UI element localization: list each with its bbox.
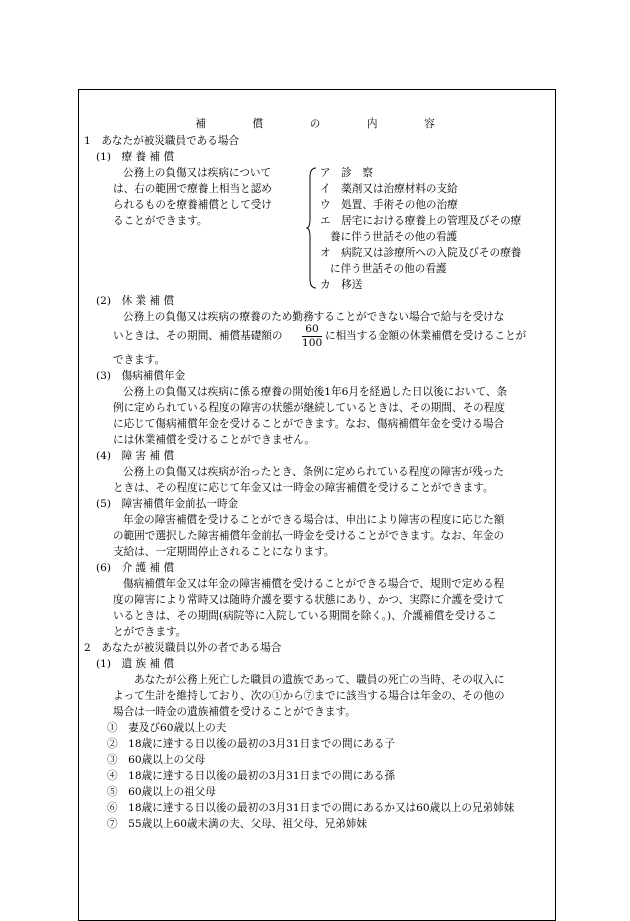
fraction-numerator: 60 [302, 323, 322, 337]
kaigo-text-line: とができます。 [113, 626, 187, 638]
ryoyo-text-line: は、右の範囲で療養上相当と認め [113, 183, 272, 195]
kyugyo-text-line: いときは、その期間、補償基礎額の [113, 330, 283, 342]
maebarai-text-line: 支給は、一定期間停止されることになります。 [113, 546, 335, 558]
ryoyo-item: ア 診 察 [320, 167, 373, 179]
curly-brace [306, 167, 318, 289]
maebarai-heading: (5) 障害補償年金前払一時金 [96, 498, 239, 510]
izoku-text-line: よって生計を維持しており、次の①から⑦までに該当する場合は年金の、その他の [113, 690, 505, 702]
izoku-text-line: あなたが公務上死亡した職員の遺族であって、職員の死亡の当時、その収入に [134, 674, 505, 686]
ryoyo-item: ウ 処置、手術その他の治療 [320, 199, 458, 211]
fraction-60-100 [302, 323, 322, 350]
ryoyo-item: オ 病院又は診療所への入院及びその療養 [320, 247, 522, 259]
izoku-list-item: ⑤ 60歳以上の祖父母 [107, 786, 216, 798]
kyugyo-text-line: できます。 [113, 354, 166, 366]
shobyo-text-line: には休業補償を受けることができません。 [113, 434, 315, 446]
ryoyo-text-line: ることができます。 [113, 215, 208, 227]
izoku-list-item: ⑥ 18歳に達する日以後の最初の3月31日までの間にあるか又は60歳以上の兄弟姉妹 [107, 802, 515, 814]
shobyo-text-line: に応じて傷病補償年金を受けることができます。なお、傷病補償年金を受ける場合 [113, 418, 505, 430]
ryoyo-text-line: 公務上の負傷又は疾病について [123, 167, 272, 179]
shogai-heading: (4) 障 害 補 償 [96, 450, 175, 462]
izoku-heading: (1) 遺 族 補 償 [96, 658, 175, 670]
ryoyo-item: エ 居宅における療養上の管理及びその療 [320, 215, 522, 227]
kaigo-heading: (6) 介 護 補 償 [96, 562, 175, 574]
ryoyo-item: 養に伴う世話その他の看護 [330, 231, 458, 243]
shogai-text-line: 公務上の負傷又は疾病が治ったとき、条例に定められている程度の障害が残った [123, 466, 504, 478]
shobyo-text-line: 例に定められている程度の障害の状態が継続しているときは、その期間、その程度 [113, 402, 505, 414]
izoku-list-item: ⑦ 55歳以上60歳未満の夫、父母、祖父母、兄弟姉妹 [107, 818, 368, 830]
shogai-text-line: ときは、その程度に応じて年金又は一時金の障害補償を受けることができます。 [113, 482, 494, 494]
kyugyo-text-line: 公務上の負傷又は疾病の療養のため勤務することができない場合で給与を受けな [123, 311, 505, 323]
izoku-list-item: ④ 18歳に達する日以後の最初の3月31日までの間にある孫 [107, 770, 395, 782]
kyugyo-text-line: に相当する金額の休業補償を受けることが [325, 330, 527, 342]
section-2-heading: 2 あなたが被災職員以外の者である場合 [84, 642, 282, 654]
ryoyo-item: イ 薬剤又は治療材料の支給 [320, 183, 458, 195]
kaigo-text-line: いるときは、その期間(病院等に入院している期間を除く。)、介護補償を受けるこ [113, 610, 498, 622]
fraction-denominator: 100 [302, 337, 323, 349]
shobyo-heading: (3) 傷病補償年金 [96, 370, 186, 382]
shobyo-text-line: 公務上の負傷又は疾病に係る療養の開始後1年6月を経過した日以後において、条 [123, 386, 508, 398]
section-1-heading: 1 あなたが被災職員である場合 [84, 135, 240, 147]
document-title: 補 償 の 内 容 [195, 118, 453, 130]
maebarai-text-line: の範囲で選択した障害補償年金前払一時金を受けることができます。なお、年金の [113, 530, 505, 542]
maebarai-text-line: 年金の障害補償を受けることができる場合は、申出により障害の程度に応じた額 [123, 514, 505, 526]
kyugyo-heading: (2) 休 業 補 償 [96, 295, 175, 307]
izoku-list-item: ② 18歳に達する日以後の最初の3月31日までの間にある子 [107, 738, 395, 750]
ryoyo-item: に伴う世話その他の看護 [330, 263, 447, 275]
izoku-text-line: 場合は一時金の遺族補償を受けることができます。 [113, 706, 356, 718]
izoku-list-item: ① 妻及び60歳以上の夫 [107, 722, 227, 734]
ryoyo-heading: (1) 療 養 補 償 [96, 151, 175, 163]
kaigo-text-line: 傷病補償年金又は年金の障害補償を受けることができる場合で、規則で定める程 [123, 578, 505, 590]
izoku-list-item: ③ 60歳以上の父母 [107, 754, 206, 766]
ryoyo-item: カ 移送 [320, 279, 363, 291]
kaigo-text-line: 度の障害により常時又は随時介護を要する状態にあり、かつ、実際に介護を受けて [113, 594, 505, 606]
ryoyo-text-line: られるものを療養補償として受け [113, 199, 272, 211]
